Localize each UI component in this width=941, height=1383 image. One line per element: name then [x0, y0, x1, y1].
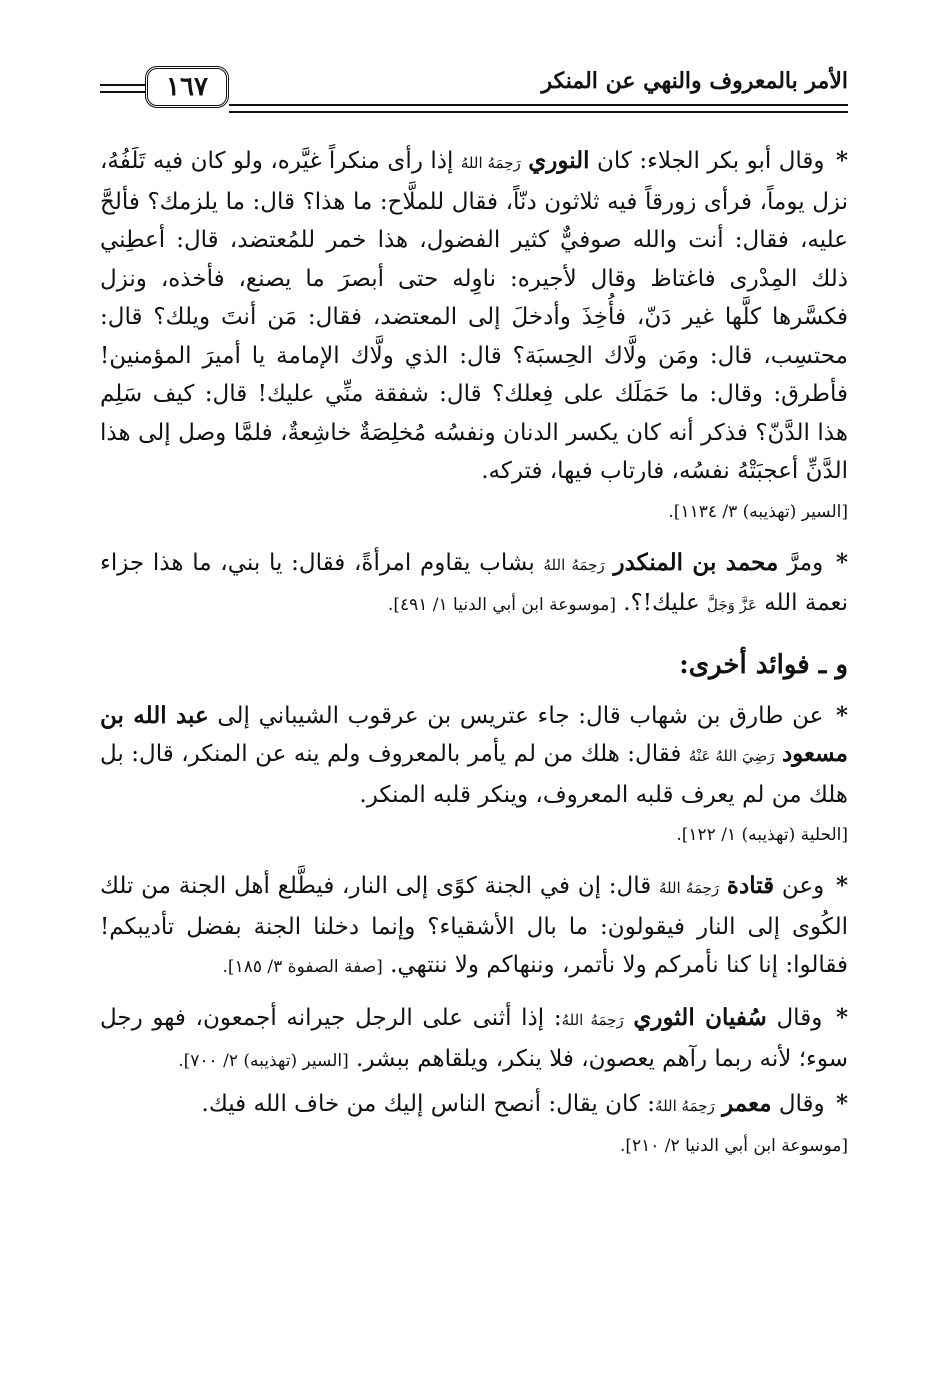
person-name: عبد الله بن مسعود: [100, 701, 848, 767]
paragraph-intro: ومرَّ: [778, 549, 824, 576]
paragraph-text-end: عليك!؟.: [623, 590, 700, 616]
paragraph-text: قال: إن في الجنة كوًى إلى النار، فيطَّلع أهل الجنة من تلك الكُوى إلى النار فيقولون: ما بال الأشقياء؟ وإنما دخلنا الجنة بفضل تأديبكم! فقالوا: إنا كنا نأمركم ولا نأتمر، وننهاكم ولا ننتهي.: [100, 873, 848, 978]
paragraph-ibn-munkadir: [100, 544, 848, 625]
paragraph-nuri: [100, 142, 848, 530]
section-heading: و ـ فوائد أخرى:: [679, 649, 848, 680]
bullet-star-icon: *: [835, 548, 849, 576]
citation: [موسوعة ابن أبي الدنيا ٢/ ٢١٠].: [619, 1136, 848, 1156]
honorific: رَضِيَ اللهُ عَنْهُ: [688, 747, 775, 765]
paragraph-intro: وقال: [771, 1090, 825, 1117]
honorific: عَزَّ وَجَلَّ: [707, 596, 757, 614]
paragraph-intro: وقال: [766, 1005, 823, 1031]
paragraph-ibn-masud: [100, 697, 848, 854]
citation: [السير (تهذيبه) ٢/ ٧٠٠].: [178, 1050, 349, 1071]
honorific: رَحِمَهُ اللهُ: [655, 1096, 715, 1115]
person-name: النوري: [528, 147, 590, 174]
page-body: [100, 142, 848, 1164]
bullet-star-icon: *: [836, 147, 849, 174]
paragraph-qatada: [100, 867, 848, 985]
paragraph-text: فقال: هلك من لم يأمر بالمعروف ولم ينه عن المنكر، قال: بل هلك من لم يعرف قلبه المعروف، وينكر قلبه المنكر.: [100, 741, 848, 808]
page-number: ١٦٧: [145, 66, 229, 108]
person-name: محمد بن المنكدر: [613, 548, 779, 576]
person-name: سُفيان الثوري: [633, 1004, 767, 1031]
citation: [السير (تهذيبه) ٣/ ١١٣٤].: [668, 501, 848, 522]
person-name: قتادة: [726, 872, 775, 899]
paragraph-intro: وقال أبو بكر الجلاء: كان: [589, 148, 825, 174]
citation: [موسوعة ابن أبي الدنيا ١/ ٤٩١].: [387, 595, 616, 615]
paragraph-text: بشاب يقاوم امرأةً، فقال: يا بني، ما هذا جزاء نعمة الله: [100, 549, 848, 616]
bullet-star-icon: *: [835, 1004, 848, 1031]
bullet-star-icon: *: [835, 1089, 848, 1117]
running-title: الأمر بالمعروف والنهي عن المنكر: [541, 68, 848, 94]
honorific: رَحِمَهُ اللهُ: [460, 154, 521, 172]
person-name: معمر: [722, 1089, 772, 1117]
paragraph-text: : إذا أثنى على الرجل جيرانه أجمعون، فهو رجل سوء؛ لأنه ربما رآهم يعصون، فلا ينكر، ويلقاهم ببشر.: [100, 1005, 848, 1072]
honorific: رَحِمَهُ اللهُ: [658, 879, 720, 897]
paragraph-intro: عن طارق بن شهاب قال: جاء عتريس بن عرقوب الشيباني إلى: [208, 702, 824, 729]
paragraph-mamar: [100, 1085, 848, 1165]
page-header: [100, 60, 848, 120]
header-rule-left: [100, 84, 145, 93]
honorific: رَحِمَهُ اللهُ: [543, 555, 605, 574]
citation: [صفة الصفوة ٣/ ١٨٥].: [222, 957, 383, 977]
paragraph-thawri: [100, 999, 848, 1079]
bullet-star-icon: *: [836, 872, 849, 899]
header-rule-right: [229, 104, 848, 113]
paragraph-intro: وعن: [774, 873, 825, 899]
paragraph-text: إذا رأى منكراً غيَّره، ولو كان فيه تَلَفُهُ، نزل يوماً، فرأى زورقاً فيه ثلاثون دنّاً، فقال للملَّاح: ما هذا؟ قال: ما يلزمك؟ فألحَّ عليه، فقال: أنت والله صوفيٌّ كثير الفضول، هذا خمر للمُعتضد، قال: أعطِني ذلك المِدْرى فاغتاظ وقال لأجيره: ناوِله حتى أبصرَ ما يصنع، فأخذه، ونزل فكسَّرها كلَّها غير دَنّ، فأُخِذَ وأدخلَ إلى المعتضد، فقال: مَن أنتَ ويلك؟ قال: محتسِب، قال: ومَن ولَّاك الحِسبَة؟ قال: الذي ولَّاك الإمامة يا أميرَ المؤمنين! فأطرق: وقال: ما حَمَلَك على فِعلك؟ قال: شفقة منِّي عليك! قال: كيف سَلِم هذا الدَّنّ؟ فذكر أنه كان يكسر الدنان ونفسُه مُخلِصَةٌ خاشِعةٌ، فلمَّا وصل إلى هذا الدَّنِّ أعجبَتْهُ نفسُه، فارتاب فيها، فتركه.: [100, 148, 848, 484]
paragraph-text: : كان يقال: أنصح الناس إليك من خاف الله فيك.: [201, 1090, 656, 1117]
honorific: رَحِمَهُ اللهُ: [561, 1011, 624, 1029]
bullet-star-icon: *: [835, 701, 849, 729]
citation: [الحلية (تهذيبه) ١/ ١٢٢].: [676, 825, 848, 845]
